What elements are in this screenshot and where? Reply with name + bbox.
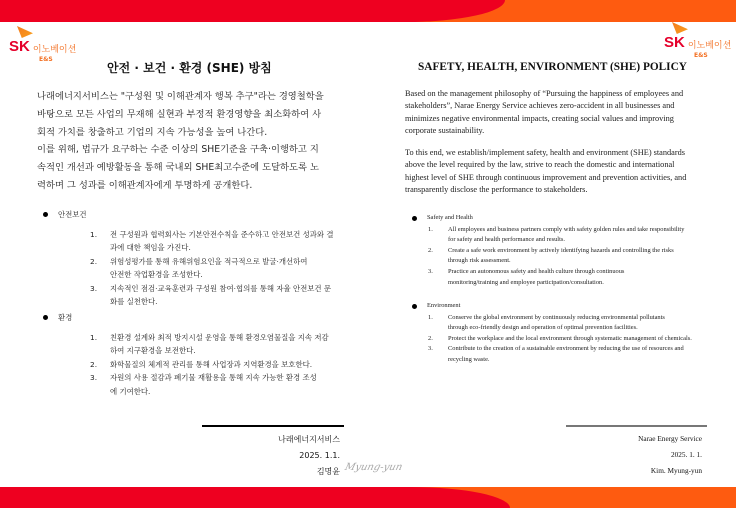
list-item: 3. Contribute to the creation of a sustainable environment by reducing the use of resources and recycling waste. [428,345,684,363]
list-item: 1. Conserve the global environment by continuously reducing environmental pollutants through eco-friendly design and operation of optimal prevention facilities. [428,313,665,332]
divider [566,425,707,427]
bullet-icon [412,304,417,309]
list-item: 1. All employees and business partners comply with safety golden rules and take responsibility for safety and health performance and results. [428,225,685,244]
english-para-2: To this end, we establish/implement safety, health and environment (SHE) standards above the level required by the law, strive to reach the domestic and international highest level of SHE through continuous improvement and prevention activities, and transparently disclose the performance to stakeholders. [405,148,687,194]
list-item: 2. Create a safe work environment by actively identifying hazards and controlling the risks through risk assessment. [428,246,674,265]
korean-section-safety: 안전보건 1. 전 구성원과 협력회사는 기본안전수칙을 준수하고 안전보건 성과와 결과에 대한 책임을 가진다. 2. 위험성평가를 통해 유해위험요인을 적극적으로 발굴·개선하여 안전한 작업환경을 조성한다. 3. 지속적인 점검·교육훈련과 구성원 참여·협의를 통해 자율 안전보건 문화를 실천한다. [43,208,343,309]
korean-para-1: 나래에너지서비스는 "구성원 및 이해관계자 행복 추구"라는 경영철학을 바탕으로 모든 사업의 무재해 실현과 부정적 환경영향을 최소화하여 사회적 가치를 창출하고 기업의 지속 가능성을 높여 나간다. [37,91,324,138]
bullet-icon [43,315,48,320]
list-item: 3. Practice an autonomous safety and health culture through continuous monitoring/training and employee participation/consultation. [428,267,625,286]
divider [202,425,344,427]
english-section-safety: Safety and Health 1. All employees and business partners comply with safety golden rules and take responsibility for safety and health performance and results. 2. Create a safe work environment by actively identifying hazards and controlling the risks through risk assessment. 3. Practice an autonomous safety and health culture through continuous monitoring/training and employee participation/consultation. [412,213,722,288]
sk-logo-left: SK 이노베이션 E&S [9,38,76,55]
sk-logo-right: SK 이노베이션 E&S [664,34,731,51]
bottom-banner [0,487,736,508]
korean-title: 안전 · 보건 · 환경 (SHE) 방침 [107,61,272,75]
list-item: 3. 지속적인 점검·교육훈련과 구성원 참여·협의를 통해 자율 안전보건 문화를 실천한다. [90,283,332,306]
english-title: SAFETY, HEALTH, ENVIRONMENT (SHE) POLICY [418,61,687,73]
english-para-1: Based on the management philosophy of “Pursuing the happiness of employees and stakeholders”, Narae Energy Service achieves zero-accident in all businesses and minimizes negative environmental impacts, creating social values and improving corporate sustainability. [405,89,684,135]
english-section-environment: Environment 1. Conserve the global environment by continuously reducing environmental pollutants through eco-friendly design and operation of optimal prevention facilities. 2. Protect the workplace and the local environment through systematic management of chemicals. 3. Contribute to the creation of a sustainable environment by reducing the use of resources and recycling waste. [412,301,722,366]
korean-section-environment: 환경 1. 친환경 설계와 최적 방지시설 운영을 통해 환경오염물질을 지속 저감하여 지구환경을 보전한다. 2. 화학물질의 체계적 관리를 통해 사업장과 지역환경을 보호한다. 3. 자원의 사용 절감과 폐기물 재활용을 통해 지속 가능한 환경 조성에 기여한다. [43,311,343,398]
korean-signature-block: 나래에너지서비스 2025. 1.1. 김명윤 [278,435,340,476]
list-item: 1. 친환경 설계와 최적 방지시설 운영을 통해 환경오염물질을 지속 저감하여 지구환경을 보전한다. [90,332,329,355]
list-item: 3. 자원의 사용 절감과 폐기물 재활용을 통해 지속 가능한 환경 조성에 기여한다. [90,373,317,396]
list-item: 2. 위험성평가를 통해 유해위험요인을 적극적으로 발굴·개선하여 안전한 작업환경을 조성한다. [90,256,308,279]
list-item: 2. 화학물질의 체계적 관리를 통해 사업장과 지역환경을 보호한다. [90,359,313,369]
korean-para-2: 이를 위해, 법규가 요구하는 수준 이상의 SHE기준을 구축·이행하고 지속적인 개선과 예방활동을 통해 국내외 SHE최고수준에 도달하도록 노력하며 그 성과를 이해관계자에게 투명하게 공개한다. [37,144,319,191]
top-banner [0,0,736,22]
bullet-icon [43,212,48,217]
english-signature-block: Narae Energy Service 2025. 1. 1. Kim. Myung-yun [638,434,702,475]
bullet-icon [412,216,417,221]
handwritten-signature: Myung-yun [343,462,404,473]
list-item: 2. Protect the workplace and the local environment through systematic management of chemicals. [428,334,692,342]
list-item: 1. 전 구성원과 협력회사는 기본안전수칙을 준수하고 안전보건 성과와 결과에 대한 책임을 가진다. [90,229,334,252]
